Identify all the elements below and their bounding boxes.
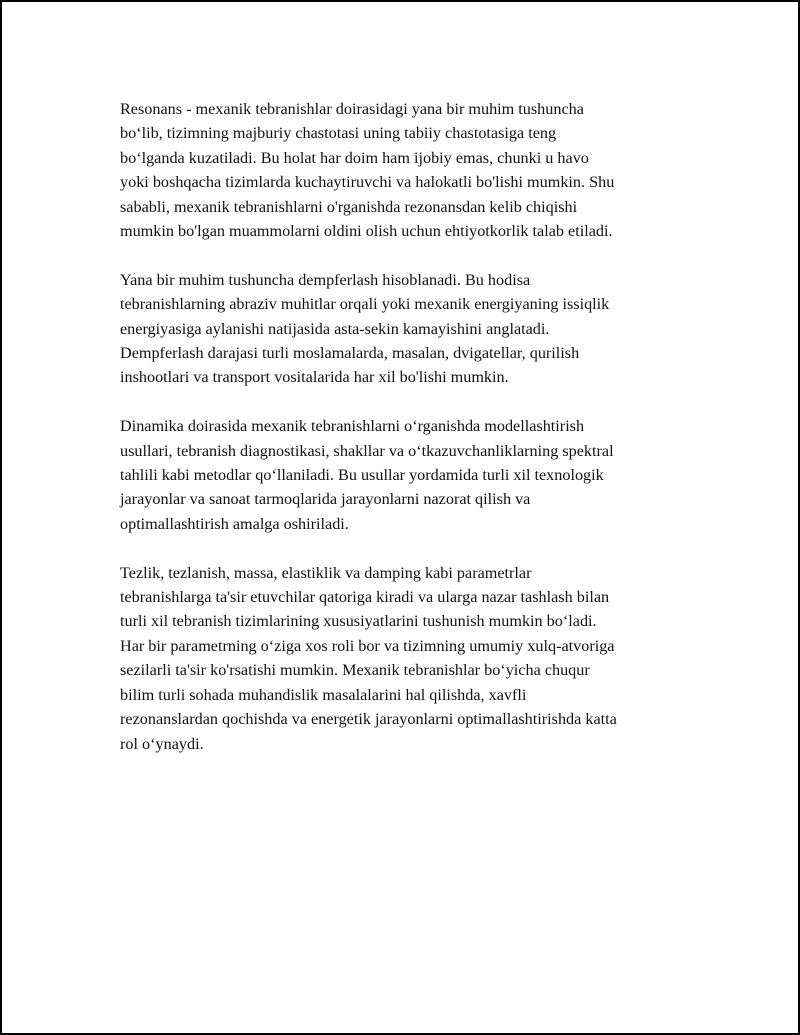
text-line: tebranishlarga ta'sir etuvchilar qatoriga kiradi va ularga nazar tashlash bilan [120,588,610,607]
text-line: turli xil tebranish tizimlarining xususiyatlarini tushunish mumkin bo‘ladi. [120,612,597,631]
paragraph-damping [120,268,700,390]
text-line: usullari, tebranish diagnostikasi, shakllar va o‘tkazuvchanliklarning spektral [120,441,614,460]
document-body [120,97,700,780]
text-line: Har bir parametrning o‘ziga xos roli bor va tizimning umumiy xulq-atvoriga [120,636,615,655]
paragraph-resonance [120,97,700,243]
text-line: optimallashtirish amalga oshiriladi. [120,514,349,533]
text-line: sababli, mexanik tebranishlarni o'rganishda rezonansdan kelib chiqishi [120,197,578,216]
text-line: Tezlik, tezlanish, massa, elastiklik va damping kabi parametrlar [120,563,532,582]
text-line: Resonans - mexanik tebranishlar doirasidagi yana bir muhim tushuncha [120,100,584,118]
text-line: bo‘lib, tizimning majburiy chastotasi uning tabiiy chastotasiga teng [120,124,557,143]
text-line: bilim turli sohada muhandislik masalalarini hal qilishda, xavfli [120,685,527,704]
text-line: mumkin bo'lgan muammolarni oldini olish uchun ehtiyotkorlik talab etiladi. [120,222,613,241]
text-line: yoki boshqacha tizimlarda kuchaytiruvchi va halokatli bo'lishi mumkin. Shu [120,173,615,192]
text-line: Yana bir muhim tushuncha dempferlash hisoblanadi. Bu hodisa [120,270,531,289]
text-line: Dempferlash darajasi turli moslamalarda, masalan, dvigatellar, qurilish [120,344,580,363]
text-line: energiyasiga aylanishi natijasida asta-sekin kamayishini anglatadi. [120,319,550,338]
text-line: sezilarli ta'sir ko'rsatishi mumkin. Mexanik tebranishlar bo‘yicha chuqur [120,661,590,680]
paragraph-dynamics [120,414,700,536]
paragraph-parameters [120,561,700,756]
text-line: bo‘lganda kuzatiladi. Bu holat har doim ham ijobiy emas, chunki u havo [120,148,589,167]
text-line: rol o‘ynaydi. [120,734,204,753]
text-line: rezonanslardan qochishda va energetik jarayonlarni optimallashtirishda katta [120,710,617,729]
text-line: tebranishlarning abraziv muhitlar orqali yoki mexanik energiyaning issiqlik [120,295,610,314]
text-line: Dinamika doirasida mexanik tebranishlarni o‘rganishda modellashtirish [120,417,585,436]
text-line: inshootlari va transport vositalarida har xil bo'lishi mumkin. [120,368,509,387]
text-line: jarayonlar va sanoat tarmoqlarida jarayonlarni nazorat qilish va [120,490,531,509]
text-line: tahlili kabi metodlar qo‘llaniladi. Bu usullar yordamida turli xil texnologik [120,466,604,485]
